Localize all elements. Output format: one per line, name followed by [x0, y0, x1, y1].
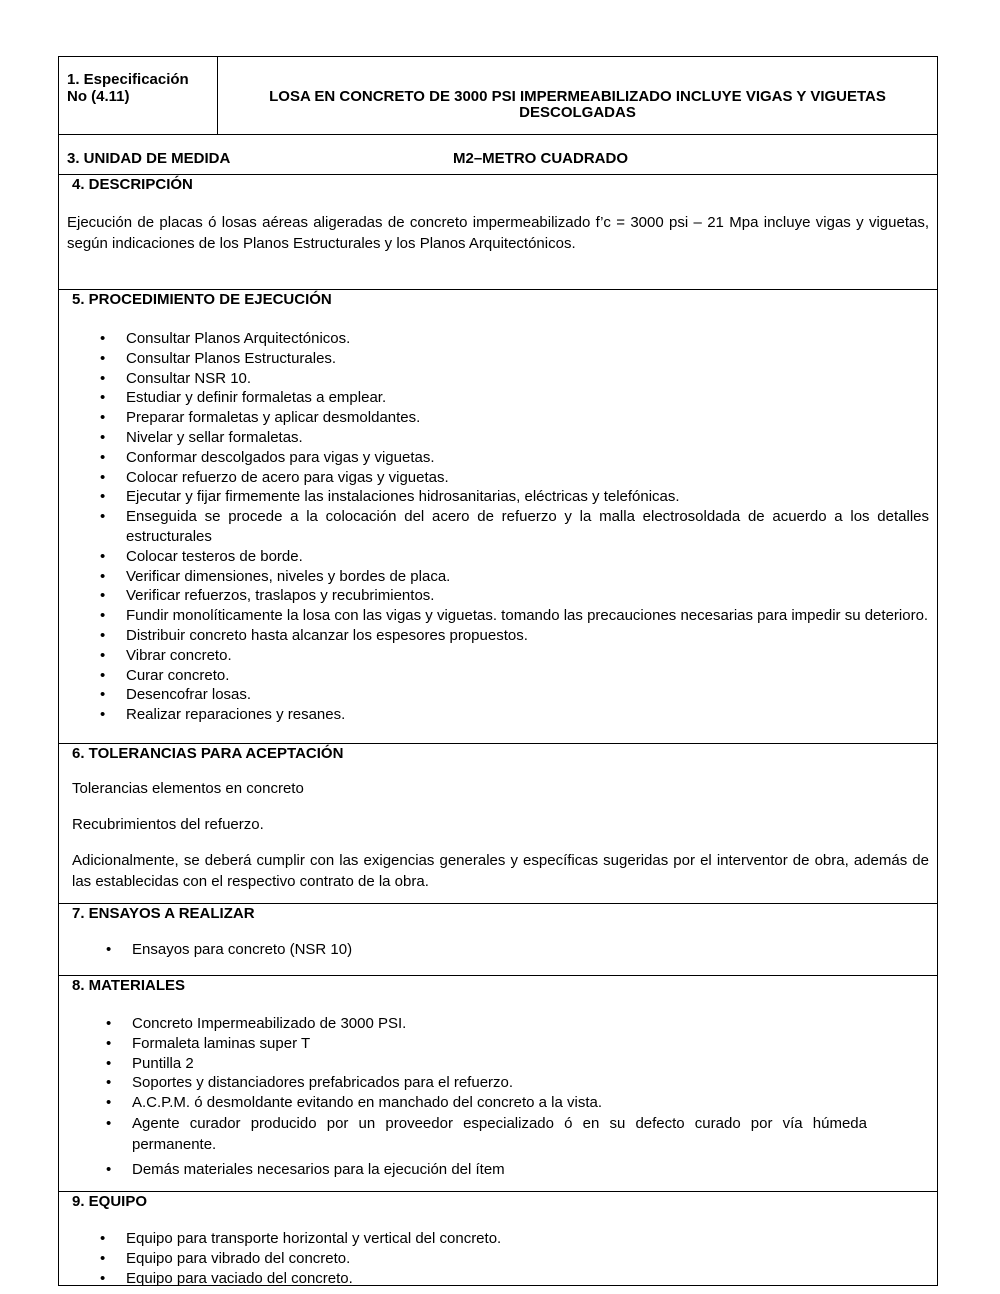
equipment-heading: 9. EQUIPO — [72, 1193, 148, 1210]
equipment-item: • Equipo para vibrado del concreto. — [126, 1249, 929, 1269]
procedure-item: • Estudiar y definir formaletas a emplear. — [126, 388, 929, 408]
tolerances-cover: Recubrimientos del refuerzo. — [72, 816, 264, 833]
procedure-item: • Consultar NSR 10. — [126, 369, 929, 389]
procedure-item: • Nivelar y sellar formaletas. — [126, 428, 929, 448]
description-text: Ejecución de placas ó losas aéreas aligeradas de concreto impermeabilizado f’c = 3000 psi – 21 Mpa incluye vigas y viguetas, según indicaciones de los Planos Estructurales y los Planos Arquitectónicos. — [67, 214, 929, 252]
tolerances-heading: 6. TOLERANCIAS PARA ACEPTACIÓN — [72, 745, 344, 762]
procedure-item: • Colocar testeros de borde. — [126, 547, 929, 567]
procedure-section — [59, 289, 937, 743]
procedure-item: • Vibrar concreto. — [126, 646, 929, 666]
material-item: • Formaleta laminas super T — [132, 1034, 867, 1054]
tests-list — [132, 940, 929, 960]
specification-sheet — [58, 56, 938, 1286]
procedure-item: • Preparar formaletas y aplicar desmoldantes. — [126, 408, 929, 428]
unit-value: M2–METRO CUADRADO — [453, 150, 629, 167]
test-item: • Ensayos para concreto (NSR 10) — [132, 940, 929, 960]
material-item: • A.C.P.M. ó desmoldante evitando en manchado del concreto a la vista. — [132, 1093, 867, 1113]
procedure-item: • Verificar refuerzos, traslapos y recubrimientos. — [126, 586, 929, 606]
procedure-item: • Ejecutar y fijar firmemente las instalaciones hidrosanitarias, eléctricas y telefónicas. — [126, 487, 929, 507]
tests-section — [59, 903, 937, 975]
materials-section — [59, 975, 937, 1191]
spec-title: LOSA EN CONCRETO DE 3000 PSI IMPERMEABILIZADO INCLUYE VIGAS Y VIGUETAS DESCOLGADAS — [269, 88, 886, 121]
description-heading: 4. DESCRIPCIÓN — [72, 176, 193, 193]
procedure-item: • Desencofrar losas. — [126, 685, 929, 705]
material-item: • Concreto Impermeabilizado de 3000 PSI. — [132, 1014, 867, 1034]
procedure-item: • Realizar reparaciones y resanes. — [126, 705, 929, 725]
equipment-item: • Equipo para transporte horizontal y vertical del concreto. — [126, 1229, 929, 1249]
unit-label: 3. UNIDAD DE MEDIDA — [67, 150, 231, 167]
spec-number: 1. Especificación No (4.11) — [59, 57, 218, 134]
materials-heading: 8. MATERIALES — [72, 977, 186, 994]
procedure-item: • Conformar descolgados para vigas y viguetas. — [126, 448, 929, 468]
material-item: • Demás materiales necesarios para la ejecución del ítem — [132, 1160, 867, 1180]
description-section — [59, 174, 937, 289]
material-item: • Soportes y distanciadores prefabricados para el refuerzo. — [132, 1073, 867, 1093]
tolerances-additional: Adicionalmente, se deberá cumplir con las exigencias generales y específicas sugeridas por el interventor de obra, además de las establecidas con el respectivo contrato de la obra. — [72, 852, 929, 890]
procedure-list — [126, 329, 929, 725]
tolerances-concrete: Tolerancias elementos en concreto — [72, 780, 304, 797]
procedure-heading: 5. PROCEDIMIENTO DE EJECUCIÓN — [72, 291, 332, 308]
equipment-list — [126, 1229, 929, 1288]
tests-heading: 7. ENSAYOS A REALIZAR — [72, 905, 255, 922]
procedure-item: • Enseguida se procede a la colocación del acero de refuerzo y la malla electrosoldada de acuerdo a los detalles estructurales — [126, 507, 929, 547]
procedure-item: • Verificar dimensiones, niveles y bordes de placa. — [126, 567, 929, 587]
procedure-item: • Distribuir concreto hasta alcanzar los espesores propuestos. — [126, 626, 929, 646]
equipment-section — [59, 1191, 937, 1287]
material-item: • Agente curador producido por un proveedor especializado ó en su defecto curado por vía húmeda permanente. — [132, 1113, 867, 1156]
material-item: • Puntilla 2 — [132, 1054, 867, 1074]
procedure-item: • Colocar refuerzo de acero para vigas y viguetas. — [126, 468, 929, 488]
procedure-item: • Fundir monolíticamente la losa con las vigas y viguetas. tomando las precauciones necesarias para impedir su deterioro. — [126, 606, 929, 626]
spec-header — [59, 57, 937, 134]
unit-section — [59, 134, 937, 174]
procedure-item: • Curar concreto. — [126, 666, 929, 686]
tolerances-section — [59, 743, 937, 903]
equipment-item: • Equipo para vaciado del concreto. — [126, 1269, 929, 1289]
procedure-item: • Consultar Planos Arquitectónicos. — [126, 329, 929, 349]
procedure-item: • Consultar Planos Estructurales. — [126, 349, 929, 369]
materials-list — [132, 1014, 867, 1180]
